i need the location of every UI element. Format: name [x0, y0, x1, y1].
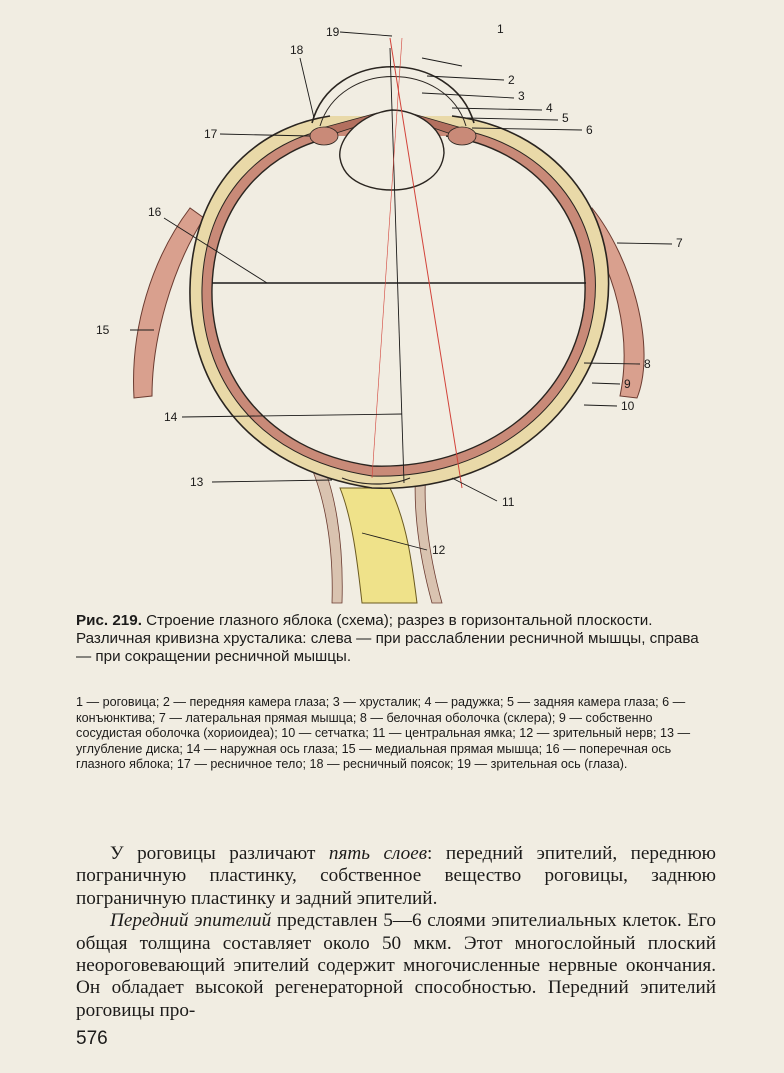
paragraph-2: Передний эпителий представлен 5—6 слоями эпителиальных клеток. Его общая толщина составляет около 50 мкм. Этот многослойный плоский неороговевающий эпителий содержит многочисленные нервные окончания. Он обладает высокой регенераторной способностью. Передний эпителий роговицы про- [76, 910, 716, 1021]
paragraph-1: У роговицы различают пять слоев: передний эпителий, переднюю пограничную пластинку, собственное вещество роговицы, заднюю пограничную пластинку и задний эпителий. [76, 843, 716, 909]
label-5: 5 [562, 111, 569, 125]
emphasis-five-layers: пять слоев [328, 843, 428, 864]
caption-text: Строение глазного яблока (схема); разрез в горизонтальной плоскости. Различная кривизна хрусталика: слева — при расслаблении ресничной мышцы, справа — при сокращении ресничной мышцы. [76, 612, 699, 665]
label-17: 17 [204, 127, 218, 141]
figure-caption [76, 612, 716, 666]
label-19: 19 [326, 25, 340, 39]
label-15: 15 [96, 323, 110, 337]
label-8: 8 [644, 357, 651, 371]
emphasis-anterior-epithelium: Передний эпителий [110, 910, 272, 932]
label-6: 6 [586, 123, 593, 137]
ciliary-body-left [310, 127, 338, 145]
eye-diagram [72, 18, 722, 613]
label-11: 11 [502, 495, 515, 509]
body-text [76, 843, 716, 1022]
page-number: 576 [76, 1028, 108, 1049]
label-13: 13 [190, 475, 204, 489]
label-2: 2 [508, 73, 515, 87]
eyeball-section-drawing [72, 18, 722, 613]
label-1: 1 [497, 22, 504, 36]
optic-nerve [340, 488, 417, 603]
label-16: 16 [148, 205, 162, 219]
figure-number: Рис. 219. [76, 612, 142, 629]
figure-legend: 1 — роговица; 2 — передняя камера глаза; 3 — хрусталик; 4 — радужка; 5 — задняя камера глаза; 6 — конъюнктива; 7 — латеральная прямая мышца; 8 — белочная оболочка (склера); 9 — собственно сосудистая оболочка (хориоидеа); 10 — сетчатка; 11 — центральная ямка; 12 — зрительный нерв; 13 — углубление диска; 14 — наружная ось глаза; 15 — медиальная прямая мышца; 16 — поперечная ось глазного яблока; 17 — ресничное тело; 18 — ресничный поясок; 19 — зрительная ось (глаза). [76, 695, 691, 772]
label-12: 12 [432, 543, 446, 557]
label-7: 7 [676, 236, 683, 250]
label-4: 4 [546, 101, 553, 115]
label-9: 9 [624, 377, 631, 391]
label-3: 3 [518, 89, 525, 103]
label-14: 14 [164, 410, 178, 424]
ciliary-body-right [448, 127, 476, 145]
label-10: 10 [621, 399, 635, 413]
label-18: 18 [290, 43, 304, 57]
